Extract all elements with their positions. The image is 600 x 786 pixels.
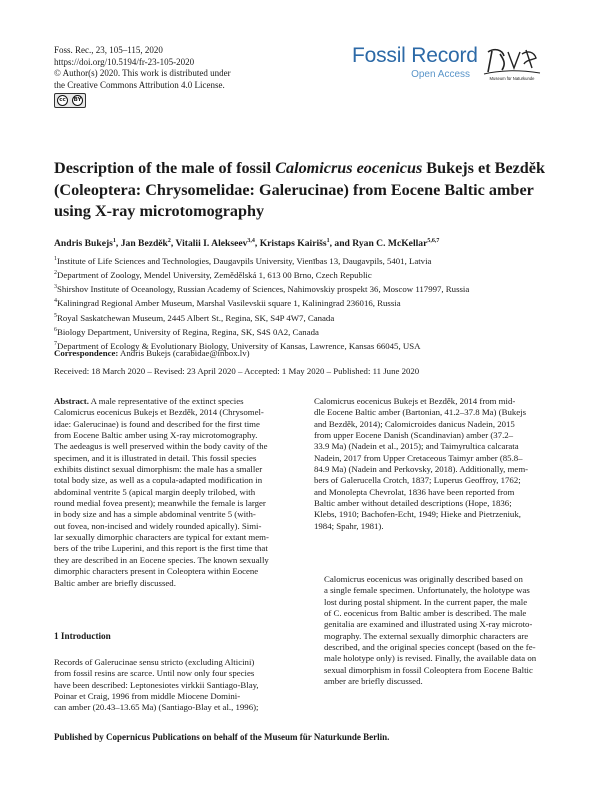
- author-name[interactable]: Andris Bukejs: [54, 238, 113, 250]
- citation: Foss. Rec., 23, 105–115, 2020: [54, 45, 163, 55]
- copyright-line-2: the Creative Commons Attribution 4.0 License.: [54, 79, 225, 90]
- introduction-text: Records of Galerucinae sensu stricto (excluding Alticini) from fossil resins are scarce. Until now only four species have been described: Leptonesiotes virkkii Santiago-Blay, Poinar et Craig, 1996 from middle Miocene Domini- can amber (20.43–13.65 Ma) (Santiago-Blay et al., 1996);: [54, 657, 259, 713]
- doi-link[interactable]: https://doi.org/10.5194/fr-23-105-2020: [54, 56, 195, 67]
- title-species-name: Calomicrus eocenicus: [275, 159, 423, 177]
- publication-dates: Received: 18 March 2020 – Revised: 23 April 2020 – Accepted: 1 May 2020 – Published: 11 June 2020: [54, 366, 420, 376]
- correspondence: [54, 348, 250, 358]
- cc-label: cc: [57, 95, 68, 106]
- paper-title: Description of the male of fossil Calomicrus eocenicus Bukejs et Bezděk (Coleoptera: Chrysomelidae: Galerucinae) from Eocene Baltic amber using X-ray microtomography: [54, 159, 545, 220]
- section-heading-introduction: 1 Introduction: [54, 631, 111, 641]
- author-name[interactable]: Kristaps Kairišs: [259, 238, 327, 250]
- author-list: Andris Bukejs$^1$, Jan Bezděk$^2$, Vitalii I. Alekseev$^{3,4}$, Kristaps Kairišs$^1$, and Ryan C. McKellar$^{5,6,7}$: [54, 238, 440, 250]
- affiliation: $^7$Department of Ecology & Evolutionary Biology, University of Kansas, Lawrence, Kansas 66045, USA: [54, 340, 421, 351]
- abstract: Abstract. A male representative of the extinct species Calomicrus eocenicus Bukejs et Bezděk, 2014 (Chrysomel- idae: Galerucinae) is found and described for the first time from Eocene Baltic amber using X-ray microtomography. The aedeagus is well preserved within the body cavity of the specimen, and it is illustrated in detail. This fossil species exhibits distinct sexual dimorphism: the male has a smaller total body size, as well as a copula-adapted modification in abdominal ventrite 5 (apical margin deeply trilobed, with round medial fovea present); meanwhile the female is larger in body size and has a simple abdominal ventrite 5 (with- out fovea, non-incised and widely rounded apically). Simi- lar sexually dimorphic characters are typical for extant mem- bers of the tribe Luperini, and this report is the first time that they are described in an Eocene species. The known sexually dimorphic characters present in Coleoptera within Eocene Baltic amber are briefly discussed.: [54, 396, 269, 588]
- introduction-text-continued: Calomicrus eocenicus Bukejs et Bezděk, 2014 from mid- dle Eocene Baltic amber (Bartonian, 41.2–37.8 Ma) (Bukejs and Bezděk, 2014); Calomicroides danicus Nadein, 2015 from upper Eocene Danish (Scandinavian) amber (37.2– 33.9 Ma) (Nadein et al., 2015); and Taimyrultica calcarata Nadein, 2017 from Upper Cretaceous Taimyr amber (85.8– 84.9 Ma) (Nadein and Perkovsky, 2018). Additionally, mem- bers of Galerucella Crotch, 1837; Luperus Geoffroy, 1762; and Monolepta Chevrolat, 1836 have been reported from Baltic amber without detailed descriptions (Hope, 1836; Klebs, 1910; Bachofen-Echt, 1949; Hieke and Pietrzeniuk, 1984; Spahr, 1981).: [314, 396, 529, 531]
- author-name[interactable]: Vitalii I. Alekseev: [175, 238, 248, 250]
- open-access-label: Open Access: [411, 69, 470, 80]
- by-label: BY: [72, 95, 83, 106]
- author-name[interactable]: Ryan C. McKellar: [352, 238, 428, 250]
- abstract-label: Abstract.: [54, 396, 89, 406]
- affiliations: [54, 253, 554, 352]
- introduction-paragraph-2: Calomicrus eocenicus was originally described based on a single female specimen. Unfortunately, the holotype was lost during postal shipment. In the current paper, the male of C. eocenicus from Baltic amber is described. The male genitalia are examined and illustrated using X-ray microto- mography. The external sexually dimorphic characters are described, and the original species concept (based on the fe- male holotype only) is revised. Finally, the available data on sexual dimorphism in fossil Coleoptera from Eocene Baltic amber are briefly discussed.: [324, 574, 537, 687]
- journal-logo: [352, 44, 482, 80]
- affiliation: $^5$Royal Saskatchewan Museum, 2445 Albert St., Regina, SK, S4P 4W7, Canada: [54, 312, 335, 323]
- affiliation: $^4$Kaliningrad Regional Amber Museum, Marshal Vasilevskii square 1, Kaliningrad 236016, Russia: [54, 298, 401, 309]
- author-name[interactable]: Jan Bezděk: [120, 238, 168, 250]
- affiliation: $^3$Shirshov Institute of Oceanology, Russian Academy of Sciences, Nahimovskiy prospekt 36, Moscow 117997, Russia: [54, 284, 470, 295]
- museum-logo-text: Museum für Naturkunde: [489, 76, 535, 81]
- citation-block: [54, 45, 231, 91]
- correspondence-label: Correspondence:: [54, 348, 119, 358]
- affiliation: $^1$Institute of Life Sciences and Technologies, Daugavpils University, Vienības 13, Daugavpils, 5401, Latvia: [54, 255, 432, 266]
- affiliation: $^2$Department of Zoology, Mendel University, Zemědělská 1, 613 00 Brno, Czech Republic: [54, 270, 372, 281]
- correspondence-email[interactable]: Andris Bukejs (carabidae@inbox.lv): [118, 348, 250, 358]
- museum-logo-icon: [480, 46, 544, 82]
- copyright-line-1: © Author(s) 2020. This work is distributed under: [54, 68, 231, 79]
- affiliation: $^6$Biology Department, University of Regina, Regina, SK, S4S 0A2, Canada: [54, 326, 319, 337]
- journal-name: Fossil Record: [352, 44, 478, 67]
- publisher-footer: Published by Copernicus Publications on behalf of the Museum für Naturkunde Berlin.: [54, 732, 390, 742]
- cc-by-license-icon[interactable]: [54, 93, 86, 108]
